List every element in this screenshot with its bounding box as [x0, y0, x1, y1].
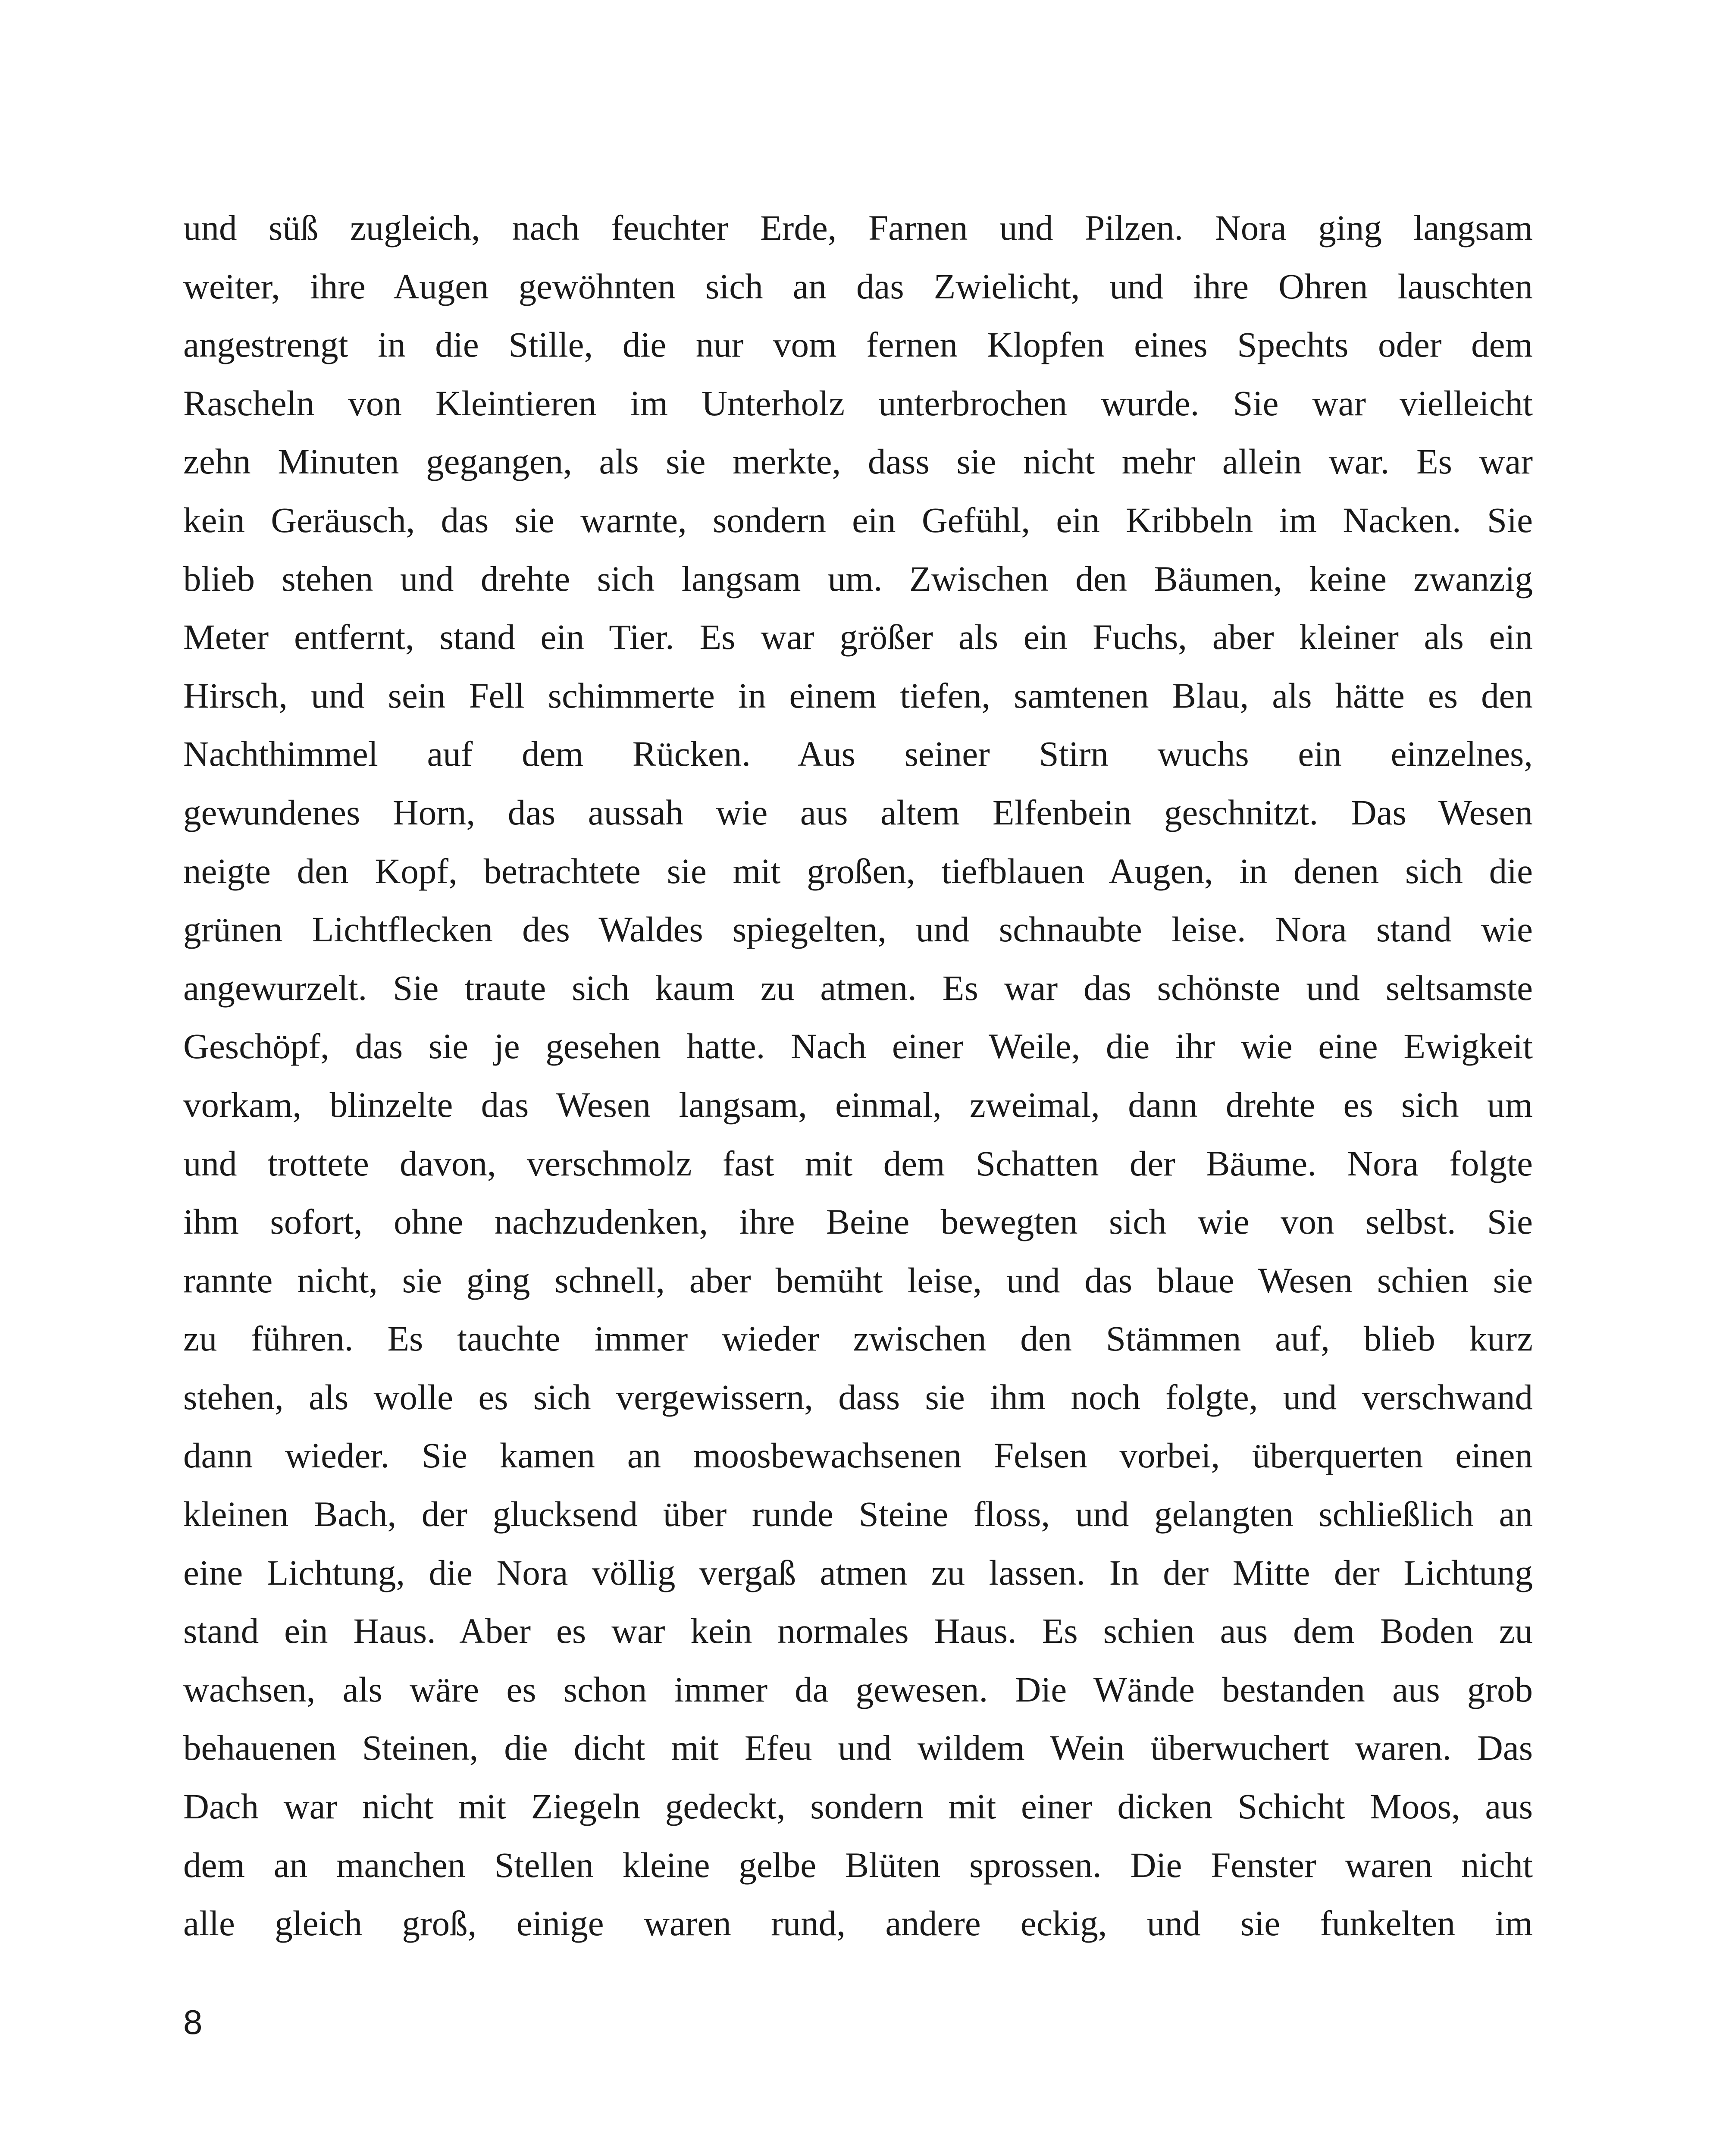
page-number: 8: [183, 2003, 203, 2041]
text-line: Hirsch, und sein Fell schimmerte in einem tiefen, samtenen Blau, als hätte es den: [183, 675, 1533, 715]
text-line: kleinen Bach, der glucksend über runde Steine floss, und gelangten schließlich an: [183, 1494, 1533, 1534]
text-line: blieb stehen und drehte sich langsam um. Zwischen den Bäumen, keine zwanzig: [183, 558, 1533, 599]
text-line: grünen Lichtflecken des Waldes spiegelten, und schnaubte leise. Nora stand wie: [183, 909, 1533, 950]
text-line: stehen, als wolle es sich vergewissern, dass sie ihm noch folgte, und verschwand: [183, 1377, 1533, 1417]
text-line: dann wieder. Sie kamen an moosbewachsenen Felsen vorbei, überquerten einen: [183, 1435, 1533, 1476]
text-line: stand ein Haus. Aber es war kein normales Haus. Es schien aus dem Boden zu: [183, 1611, 1533, 1651]
text-line: eine Lichtung, die Nora völlig vergaß atmen zu lassen. In der Mitte der Lichtung: [183, 1552, 1533, 1592]
text-line: weiter, ihre Augen gewöhnten sich an das Zwielicht, und ihre Ohren lauschten: [183, 266, 1533, 306]
text-line: angewurzelt. Sie traute sich kaum zu atmen. Es war das schönste und seltsamste: [183, 968, 1533, 1008]
text-line: dem an manchen Stellen kleine gelbe Blüten sprossen. Die Fenster waren nicht: [183, 1845, 1533, 1885]
text-line: Meter entfernt, stand ein Tier. Es war größer als ein Fuchs, aber kleiner als ein: [183, 617, 1533, 657]
text-line: Dach war nicht mit Ziegeln gedeckt, sondern mit einer dicken Schicht Moos, aus: [183, 1786, 1533, 1827]
text-line: neigte den Kopf, betrachtete sie mit großen, tiefblauen Augen, in denen sich die: [183, 851, 1533, 891]
text-line: Geschöpf, das sie je gesehen hatte. Nach einer Weile, die ihr wie eine Ewigkeit: [183, 1026, 1533, 1066]
text-line: behauenen Steinen, die dicht mit Efeu und wildem Wein überwuchert waren. Das: [183, 1728, 1533, 1768]
text-line: Rascheln von Kleintieren im Unterholz unterbrochen wurde. Sie war vielleicht: [183, 383, 1533, 423]
text-line: wachsen, als wäre es schon immer da gewesen. Die Wände bestanden aus grob: [183, 1669, 1533, 1709]
text-line: angestrengt in die Stille, die nur vom fernen Klopfen eines Spechts oder dem: [183, 325, 1533, 365]
body-text: [183, 206, 1533, 1960]
text-line: Nachthimmel auf dem Rücken. Aus seiner Stirn wuchs ein einzelnes,: [183, 734, 1533, 774]
text-line: und trottete davon, verschmolz fast mit dem Schatten der Bäume. Nora folgte: [183, 1143, 1533, 1183]
text-line: alle gleich groß, einige waren rund, andere eckig, und sie funkelten im: [183, 1903, 1533, 1943]
text-line: und süß zugleich, nach feuchter Erde, Farnen und Pilzen. Nora ging langsam: [183, 208, 1533, 248]
text-line: gewundenes Horn, das aussah wie aus altem Elfenbein geschnitzt. Das Wesen: [183, 792, 1533, 832]
text-line: ihm sofort, ohne nachzudenken, ihre Beine bewegten sich wie von selbst. Sie: [183, 1202, 1533, 1242]
text-line: zu führen. Es tauchte immer wieder zwischen den Stämmen auf, blieb kurz: [183, 1319, 1533, 1359]
text-line: rannte nicht, sie ging schnell, aber bemüht leise, und das blaue Wesen schien sie: [183, 1260, 1533, 1300]
text-line: vorkam, blinzelte das Wesen langsam, einmal, zweimal, dann drehte es sich um: [183, 1084, 1533, 1125]
text-line: zehn Minuten gegangen, als sie merkte, dass sie nicht mehr allein war. Es war: [183, 442, 1533, 482]
text-line: kein Geräusch, das sie warnte, sondern ein Gefühl, ein Kribbeln im Nacken. Sie: [183, 500, 1533, 540]
